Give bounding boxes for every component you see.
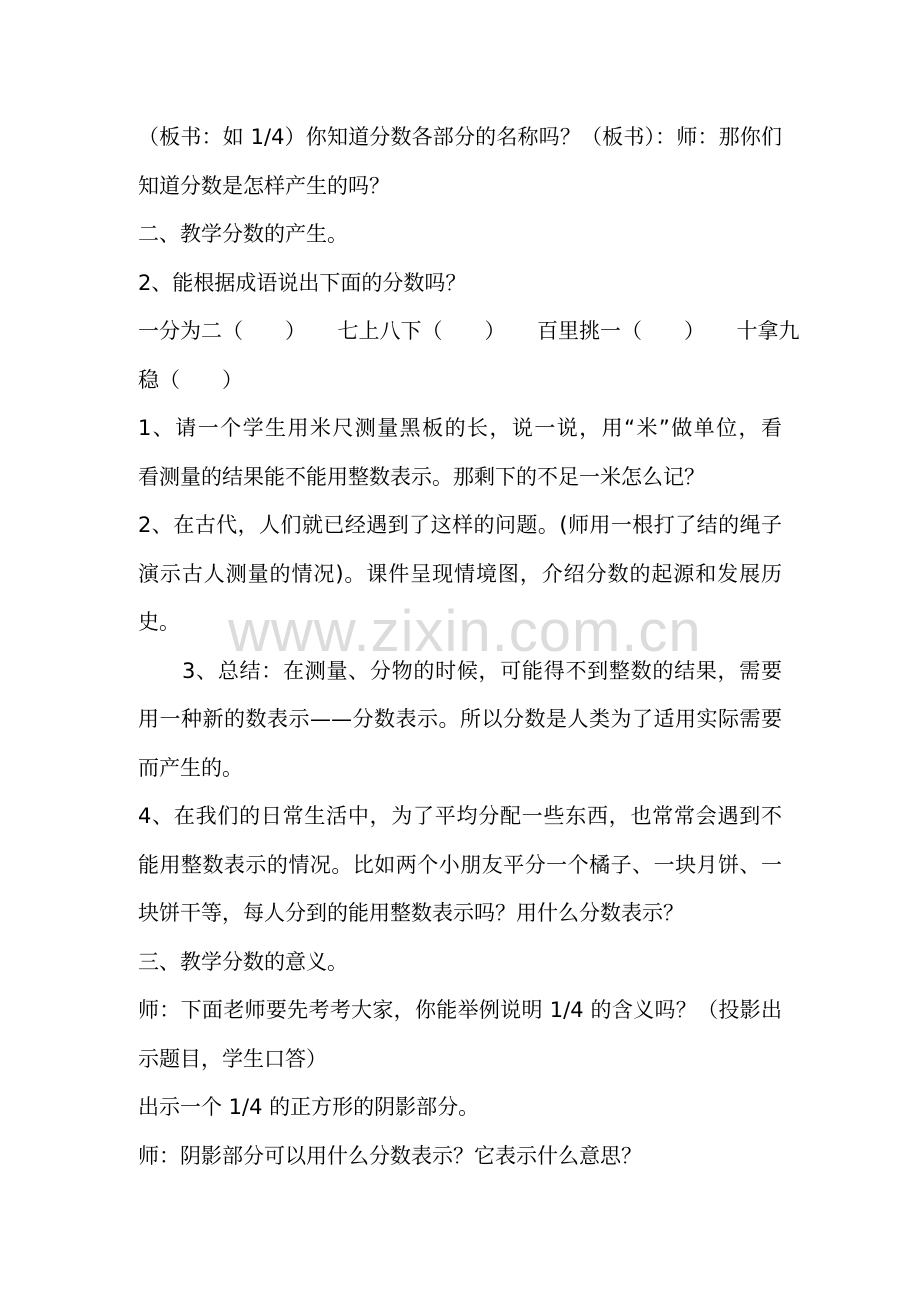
- document-body: [138, 113, 800, 1180]
- text-line: 2、能根据成语说出下面的分数吗？: [138, 270, 467, 295]
- text-line: 用一种新的数表示——分数表示。所以分数是人类为了适用实际需要: [138, 707, 782, 731]
- text-line: 师：阴影部分可以用什么分数表示？它表示什么意思？: [138, 1143, 642, 1168]
- watermark: www.zixin.com.cn: [228, 599, 702, 664]
- text-line: 史。: [138, 610, 180, 634]
- text-line: 2、在古代，人们就已经遇到了这样的问题。(师用一根打了结的绳子: [138, 513, 782, 537]
- text-line: 演示古人测量的情况)。课件呈现情境图，介绍分数的起源和发展历: [138, 561, 782, 586]
- text-line: 而产生的。: [138, 755, 243, 780]
- text-line: 一分为二（ ） 七上八下（ ） 百里挑一（ ） 十拿九: [138, 319, 800, 343]
- text-line: 稳（ ）: [138, 367, 243, 392]
- text-line: （板书：如 1/4）你知道分数各部分的名称吗？（板书）：师：那你们: [138, 125, 782, 149]
- text-line: 示题目，学生口答）: [138, 1046, 327, 1071]
- text-line: 4、在我们的日常生活中，为了平均分配一些东西，也常常会遇到不: [138, 804, 782, 828]
- section-heading: 二、教学分数的产生。: [138, 222, 348, 246]
- text-line: 看测量的结果能不能用整数表示。那剩下的不足一米怎么记？: [138, 464, 705, 489]
- text-line: 1、请一个学生用米尺测量黑板的长，说一说，用“米”做单位，看: [138, 416, 782, 440]
- text-line: 知道分数是怎样产生的吗？: [138, 173, 390, 198]
- text-line: 能用整数表示的情况。比如两个小朋友平分一个橘子、一块月饼、一: [138, 852, 782, 877]
- section-heading: 三、教学分数的意义。: [138, 949, 348, 974]
- text-line: 块饼干等，每人分到的能用整数表示吗？用什么分数表示？: [138, 901, 684, 925]
- text-line: 3、总结：在测量、分物的时候，可能得不到整数的结果，需要: [182, 658, 782, 683]
- text-line: 出示一个 1/4 的正方形的阴影部分。: [138, 1095, 480, 1119]
- text-line: 师：下面老师要先考考大家，你能举例说明 1/4 的含义吗？（投影出: [138, 998, 782, 1022]
